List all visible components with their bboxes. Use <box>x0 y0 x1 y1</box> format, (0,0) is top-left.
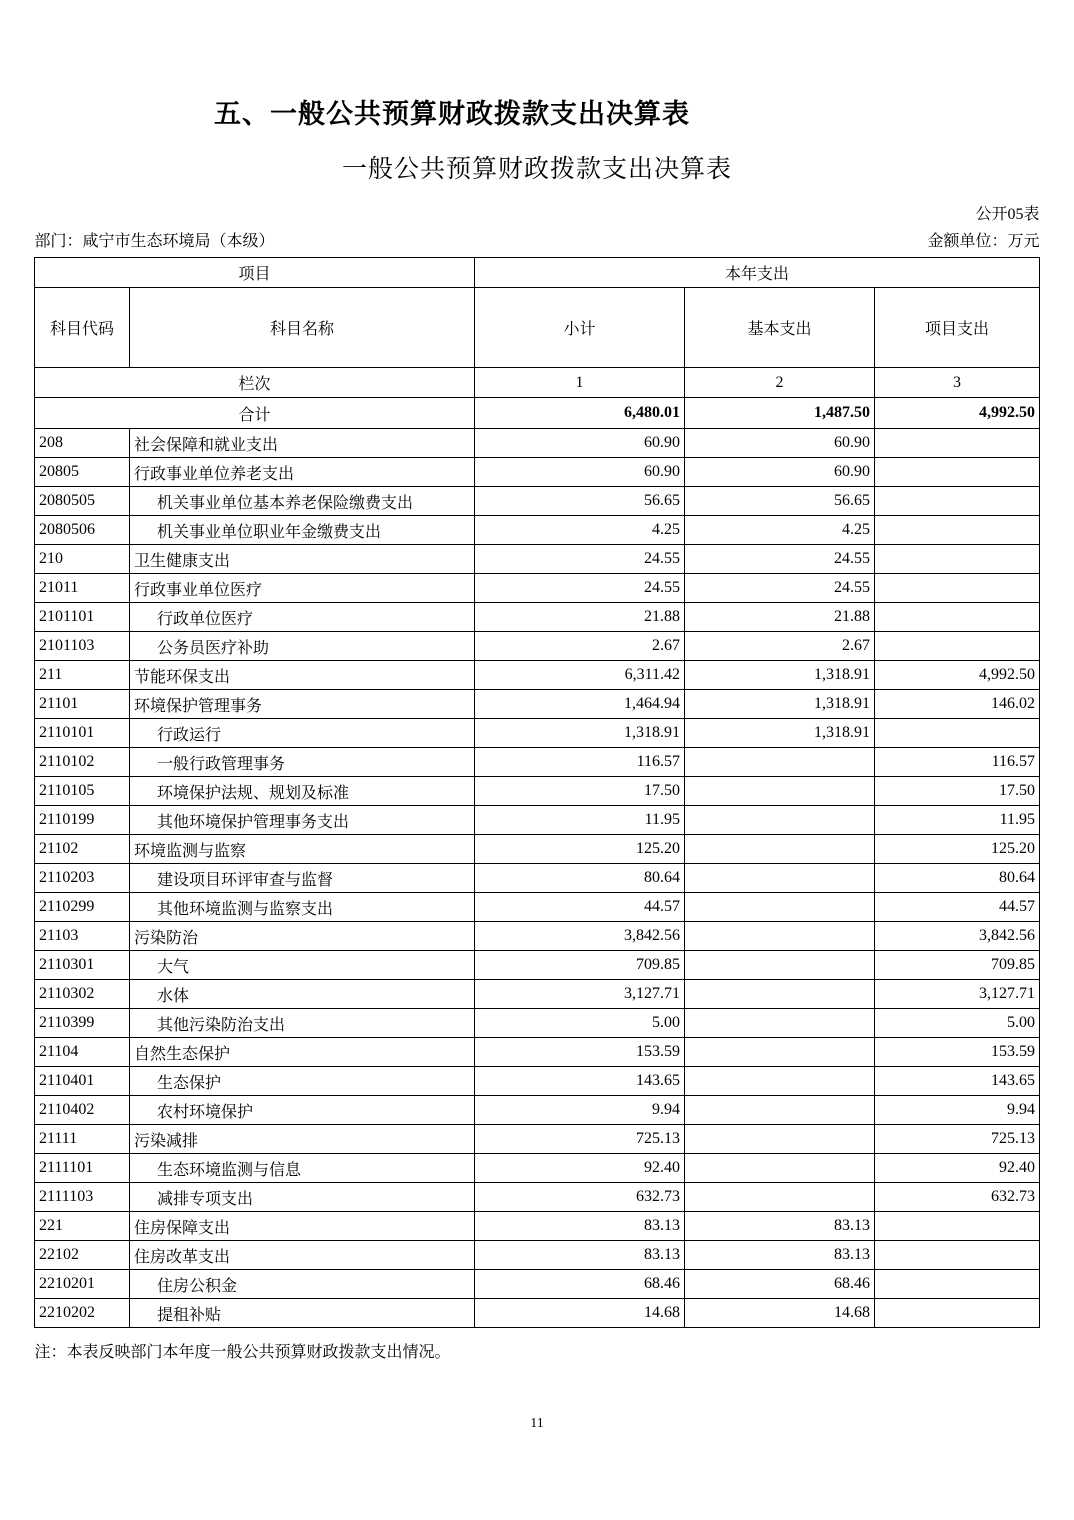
row-name-cell: 环境保护管理事务 <box>129 690 474 719</box>
table-note: 注：本表反映部门本年度一般公共预算财政拨款支出情况。 <box>34 1344 451 1361</box>
row-name-cell: 其他污染防治支出 <box>129 1009 474 1038</box>
header-group-row <box>34 258 1039 288</box>
row-name-cell: 生态保护 <box>129 1067 474 1096</box>
row-name-cell: 社会保障和就业支出 <box>129 429 474 458</box>
table-row <box>34 458 1039 487</box>
row-project-cell <box>874 458 1039 487</box>
row-basic-cell <box>684 1183 874 1212</box>
row-project-cell: 80.64 <box>874 864 1039 893</box>
header-columns-row <box>34 288 1039 368</box>
row-subtotal-cell: 83.13 <box>474 1212 684 1241</box>
row-name-cell: 自然生态保护 <box>129 1038 474 1067</box>
table-row <box>34 429 1039 458</box>
row-subtotal-cell: 1,318.91 <box>474 719 684 748</box>
row-project-cell: 4,992.50 <box>874 661 1039 690</box>
row-basic-cell: 68.46 <box>684 1270 874 1299</box>
column-index-3: 3 <box>874 368 1039 398</box>
row-code-cell: 2210202 <box>34 1299 129 1328</box>
row-code-cell: 21104 <box>34 1038 129 1067</box>
row-code-cell: 21111 <box>34 1125 129 1154</box>
row-name-cell: 机关事业单位职业年金缴费支出 <box>129 516 474 545</box>
header-year-group: 本年支出 <box>474 258 1039 288</box>
row-name-cell: 其他环境监测与监察支出 <box>129 893 474 922</box>
row-code-cell: 2101103 <box>34 632 129 661</box>
row-basic-cell <box>684 1067 874 1096</box>
row-code-cell: 2101101 <box>34 603 129 632</box>
unit-label: 金额单位：万元 <box>927 233 1040 250</box>
row-code-cell: 22102 <box>34 1241 129 1270</box>
row-code-cell: 2110199 <box>34 806 129 835</box>
row-basic-cell <box>684 922 874 951</box>
row-name-cell: 公务员医疗补助 <box>129 632 474 661</box>
row-subtotal-cell: 17.50 <box>474 777 684 806</box>
table-row <box>34 1241 1039 1270</box>
row-project-cell <box>874 516 1039 545</box>
row-name-cell: 提租补贴 <box>129 1299 474 1328</box>
table-row <box>34 1067 1039 1096</box>
column-index-label: 栏次 <box>34 368 474 398</box>
row-subtotal-cell: 3,127.71 <box>474 980 684 1009</box>
row-subtotal-cell: 21.88 <box>474 603 684 632</box>
row-code-cell: 2110299 <box>34 893 129 922</box>
row-code-cell: 2110101 <box>34 719 129 748</box>
row-name-cell: 住房保障支出 <box>129 1212 474 1241</box>
row-project-cell <box>874 545 1039 574</box>
row-code-cell: 21101 <box>34 690 129 719</box>
row-project-cell: 9.94 <box>874 1096 1039 1125</box>
row-name-cell: 住房公积金 <box>129 1270 474 1299</box>
row-project-cell: 709.85 <box>874 951 1039 980</box>
row-name-cell: 卫生健康支出 <box>129 545 474 574</box>
table-row <box>34 661 1039 690</box>
total-basic: 1,487.50 <box>684 398 874 429</box>
table-meta-row <box>35 228 1040 251</box>
row-basic-cell <box>684 806 874 835</box>
row-project-cell <box>874 429 1039 458</box>
row-subtotal-cell: 2.67 <box>474 632 684 661</box>
table-row <box>34 1270 1039 1299</box>
row-code-cell: 21011 <box>34 574 129 603</box>
row-basic-cell <box>684 1038 874 1067</box>
row-name-cell: 污染防治 <box>129 922 474 951</box>
row-subtotal-cell: 24.55 <box>474 545 684 574</box>
header-code: 科目代码 <box>34 288 129 368</box>
table-row <box>34 835 1039 864</box>
row-project-cell <box>874 1241 1039 1270</box>
row-name-cell: 住房改革支出 <box>129 1241 474 1270</box>
row-code-cell: 2111101 <box>34 1154 129 1183</box>
row-subtotal-cell: 3,842.56 <box>474 922 684 951</box>
column-index-2: 2 <box>684 368 874 398</box>
table-row <box>34 690 1039 719</box>
row-name-cell: 生态环境监测与信息 <box>129 1154 474 1183</box>
row-basic-cell <box>684 777 874 806</box>
row-code-cell: 2080506 <box>34 516 129 545</box>
row-project-cell: 153.59 <box>874 1038 1039 1067</box>
column-index-row <box>34 368 1039 398</box>
row-basic-cell: 4.25 <box>684 516 874 545</box>
row-basic-cell: 83.13 <box>684 1241 874 1270</box>
row-basic-cell: 14.68 <box>684 1299 874 1328</box>
row-project-cell: 5.00 <box>874 1009 1039 1038</box>
row-code-cell: 2111103 <box>34 1183 129 1212</box>
row-project-cell <box>874 1299 1039 1328</box>
row-project-cell: 44.57 <box>874 893 1039 922</box>
row-name-cell: 行政事业单位医疗 <box>129 574 474 603</box>
row-name-cell: 水体 <box>129 980 474 1009</box>
table-row <box>34 719 1039 748</box>
row-basic-cell <box>684 1009 874 1038</box>
row-project-cell: 725.13 <box>874 1125 1039 1154</box>
row-subtotal-cell: 143.65 <box>474 1067 684 1096</box>
row-code-cell: 20805 <box>34 458 129 487</box>
row-code-cell: 2110203 <box>34 864 129 893</box>
row-project-cell <box>874 1270 1039 1299</box>
row-code-cell: 208 <box>34 429 129 458</box>
row-basic-cell <box>684 864 874 893</box>
row-name-cell: 节能环保支出 <box>129 661 474 690</box>
form-code-label: 公开05表 <box>975 206 1040 223</box>
row-project-cell: 125.20 <box>874 835 1039 864</box>
row-basic-cell: 1,318.91 <box>684 719 874 748</box>
table-row <box>34 893 1039 922</box>
row-subtotal-cell: 725.13 <box>474 1125 684 1154</box>
row-subtotal-cell: 24.55 <box>474 574 684 603</box>
row-project-cell: 92.40 <box>874 1154 1039 1183</box>
table-row <box>34 632 1039 661</box>
row-subtotal-cell: 14.68 <box>474 1299 684 1328</box>
row-basic-cell: 24.55 <box>684 545 874 574</box>
row-code-cell: 2110301 <box>34 951 129 980</box>
row-basic-cell: 2.67 <box>684 632 874 661</box>
row-project-cell: 11.95 <box>874 806 1039 835</box>
header-name: 科目名称 <box>129 288 474 368</box>
row-basic-cell <box>684 835 874 864</box>
table-row <box>34 864 1039 893</box>
row-basic-cell <box>684 1096 874 1125</box>
row-code-cell: 2110105 <box>34 777 129 806</box>
row-basic-cell: 1,318.91 <box>684 661 874 690</box>
table-row <box>34 1299 1039 1328</box>
row-project-cell: 3,842.56 <box>874 922 1039 951</box>
row-basic-cell: 21.88 <box>684 603 874 632</box>
row-basic-cell: 1,318.91 <box>684 690 874 719</box>
header-project: 项目支出 <box>874 288 1039 368</box>
row-project-cell: 17.50 <box>874 777 1039 806</box>
table-row <box>34 806 1039 835</box>
row-code-cell: 2110399 <box>34 1009 129 1038</box>
total-row <box>34 398 1039 429</box>
row-project-cell: 632.73 <box>874 1183 1039 1212</box>
row-project-cell <box>874 632 1039 661</box>
row-name-cell: 环境保护法规、规划及标准 <box>129 777 474 806</box>
row-subtotal-cell: 632.73 <box>474 1183 684 1212</box>
budget-table <box>34 257 1040 1328</box>
row-subtotal-cell: 116.57 <box>474 748 684 777</box>
row-subtotal-cell: 1,464.94 <box>474 690 684 719</box>
row-basic-cell: 83.13 <box>684 1212 874 1241</box>
row-code-cell: 21102 <box>34 835 129 864</box>
row-subtotal-cell: 153.59 <box>474 1038 684 1067</box>
row-project-cell <box>874 1212 1039 1241</box>
row-name-cell: 行政事业单位养老支出 <box>129 458 474 487</box>
total-project: 4,992.50 <box>874 398 1039 429</box>
row-code-cell: 2210201 <box>34 1270 129 1299</box>
table-row <box>34 980 1039 1009</box>
row-code-cell: 2110102 <box>34 748 129 777</box>
row-subtotal-cell: 125.20 <box>474 835 684 864</box>
row-project-cell: 116.57 <box>874 748 1039 777</box>
row-subtotal-cell: 5.00 <box>474 1009 684 1038</box>
row-name-cell: 减排专项支出 <box>129 1183 474 1212</box>
row-subtotal-cell: 709.85 <box>474 951 684 980</box>
row-subtotal-cell: 6,311.42 <box>474 661 684 690</box>
header-basic: 基本支出 <box>684 288 874 368</box>
row-project-cell <box>874 719 1039 748</box>
table-row <box>34 545 1039 574</box>
row-subtotal-cell: 83.13 <box>474 1241 684 1270</box>
row-code-cell: 2110302 <box>34 980 129 1009</box>
row-name-cell: 农村环境保护 <box>129 1096 474 1125</box>
row-name-cell: 建设项目环评审查与监督 <box>129 864 474 893</box>
table-title: 一般公共预算财政拨款支出决算表 <box>341 156 732 183</box>
row-subtotal-cell: 11.95 <box>474 806 684 835</box>
row-basic-cell <box>684 980 874 1009</box>
row-subtotal-cell: 80.64 <box>474 864 684 893</box>
row-name-cell: 行政单位医疗 <box>129 603 474 632</box>
row-basic-cell: 60.90 <box>684 458 874 487</box>
row-project-cell <box>874 574 1039 603</box>
row-code-cell: 2110402 <box>34 1096 129 1125</box>
total-subtotal: 6,480.01 <box>474 398 684 429</box>
page-title: 五、一般公共预算财政拨款支出决算表 <box>214 99 690 129</box>
row-basic-cell <box>684 748 874 777</box>
row-basic-cell: 60.90 <box>684 429 874 458</box>
row-subtotal-cell: 60.90 <box>474 429 684 458</box>
row-project-cell: 143.65 <box>874 1067 1039 1096</box>
row-name-cell: 机关事业单位基本养老保险缴费支出 <box>129 487 474 516</box>
table-row <box>34 922 1039 951</box>
header-project-group: 项目 <box>34 258 474 288</box>
table-row <box>34 487 1039 516</box>
row-subtotal-cell: 68.46 <box>474 1270 684 1299</box>
row-name-cell: 大气 <box>129 951 474 980</box>
row-subtotal-cell: 4.25 <box>474 516 684 545</box>
row-basic-cell: 24.55 <box>684 574 874 603</box>
table-row <box>34 1009 1039 1038</box>
column-index-1: 1 <box>474 368 684 398</box>
row-basic-cell: 56.65 <box>684 487 874 516</box>
department-label: 部门：咸宁市生态环境局（本级） <box>34 233 275 250</box>
row-subtotal-cell: 44.57 <box>474 893 684 922</box>
row-name-cell: 污染减排 <box>129 1125 474 1154</box>
table-row <box>34 603 1039 632</box>
table-row <box>34 951 1039 980</box>
row-project-cell <box>874 487 1039 516</box>
row-basic-cell <box>684 1125 874 1154</box>
row-code-cell: 211 <box>34 661 129 690</box>
table-body <box>34 429 1039 1328</box>
table-row <box>34 1038 1039 1067</box>
table-row <box>34 1183 1039 1212</box>
table-row <box>34 777 1039 806</box>
row-project-cell <box>874 603 1039 632</box>
row-subtotal-cell: 56.65 <box>474 487 684 516</box>
row-code-cell: 210 <box>34 545 129 574</box>
row-code-cell: 21103 <box>34 922 129 951</box>
row-code-cell: 221 <box>34 1212 129 1241</box>
row-name-cell: 环境监测与监察 <box>129 835 474 864</box>
row-basic-cell <box>684 1154 874 1183</box>
row-project-cell: 3,127.71 <box>874 980 1039 1009</box>
table-row <box>34 1125 1039 1154</box>
table-row <box>34 574 1039 603</box>
page-number: 11 <box>530 1416 544 1431</box>
header-subtotal: 小计 <box>474 288 684 368</box>
row-subtotal-cell: 60.90 <box>474 458 684 487</box>
row-basic-cell <box>684 951 874 980</box>
row-code-cell: 2110401 <box>34 1067 129 1096</box>
total-label: 合计 <box>34 398 474 429</box>
table-row <box>34 1096 1039 1125</box>
row-name-cell: 其他环境保护管理事务支出 <box>129 806 474 835</box>
row-subtotal-cell: 92.40 <box>474 1154 684 1183</box>
row-name-cell: 一般行政管理事务 <box>129 748 474 777</box>
row-code-cell: 2080505 <box>34 487 129 516</box>
table-row <box>34 1212 1039 1241</box>
table-row <box>34 516 1039 545</box>
table-row <box>34 748 1039 777</box>
row-subtotal-cell: 9.94 <box>474 1096 684 1125</box>
table-row <box>34 1154 1039 1183</box>
row-basic-cell <box>684 893 874 922</box>
row-project-cell: 146.02 <box>874 690 1039 719</box>
row-name-cell: 行政运行 <box>129 719 474 748</box>
